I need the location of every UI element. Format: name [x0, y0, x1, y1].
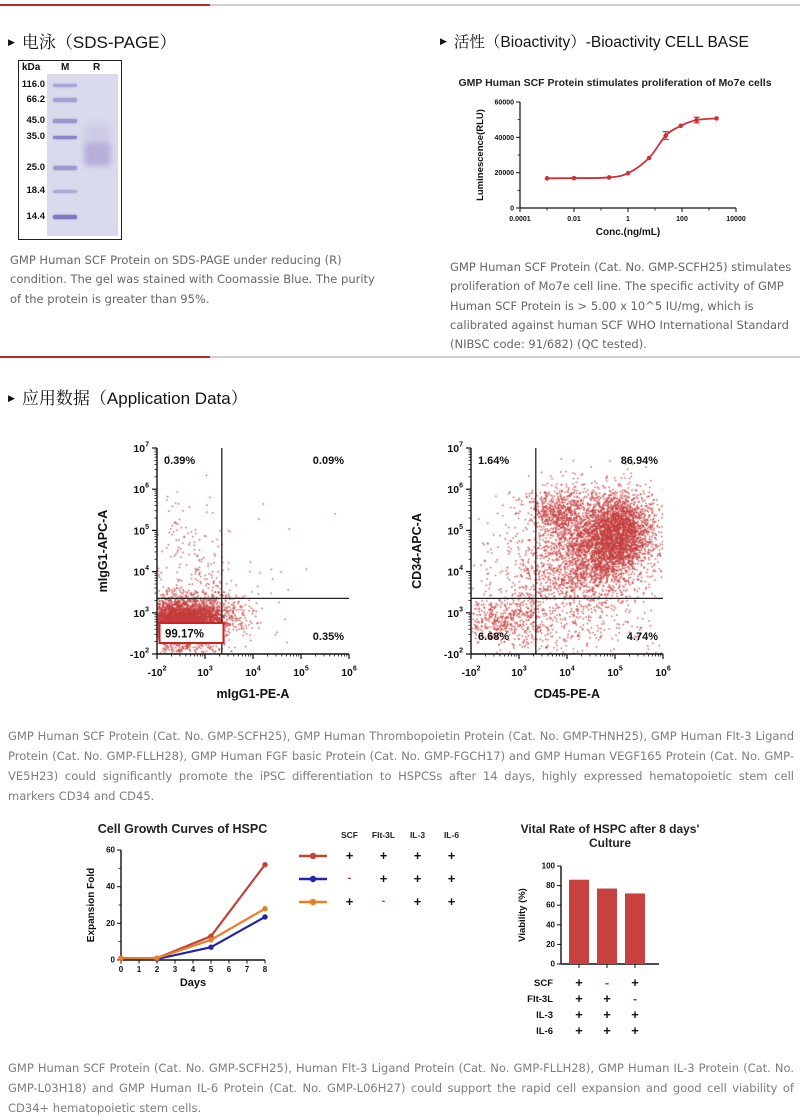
svg-text:10000: 10000: [726, 216, 746, 223]
svg-text:0.0001: 0.0001: [509, 216, 531, 223]
svg-text:60: 60: [545, 900, 555, 910]
svg-text:Expansion Fold: Expansion Fold: [85, 867, 97, 943]
svg-text:IL-6: IL-6: [535, 1026, 553, 1037]
svg-text:103: $10^3$: [447, 606, 463, 620]
svg-text:-: -: [604, 975, 609, 990]
svg-text:80: 80: [545, 881, 555, 891]
svg-text:IL-3: IL-3: [535, 1010, 553, 1021]
viability-chart-title: Vital Rate of HSPC after 8 days' Culture: [520, 822, 700, 850]
svg-text:20000: 20000: [494, 170, 514, 178]
svg-text:7: 7: [244, 965, 249, 974]
svg-text:+: +: [602, 991, 611, 1006]
bottom-charts-row: [0, 822, 800, 1049]
bioactivity-section-title: [440, 30, 749, 52]
svg-text:106: $10^6$: [133, 482, 149, 497]
application-data-title-text: 应用数据（Application Data）: [21, 389, 248, 408]
svg-text:4.74%: 4.74%: [626, 631, 658, 643]
section-bullet-icon: ▶: [8, 393, 15, 403]
svg-text:100: 100: [541, 861, 555, 871]
svg-text:+: +: [602, 1007, 611, 1022]
svg-text:Luminescence(RLU): Luminescence(RLU): [475, 109, 486, 201]
application-paragraph-2: GMP Human SCF Protein (Cat. No. GMP-SCFH25), Human Flt-3 Ligand Protein (Cat. No. GMP-FLLH28), GMP Human IL-3 Protein (Cat. No. GMP-L03H18) and GMP Human IL-6 Protein (Cat. No. GMP-L06H27) could support the rapid cell expansion and good cell viability of CD34+ hematopoietic stem cells.: [8, 1060, 794, 1115]
top-divider: [0, 4, 800, 6]
svg-text:20: 20: [105, 918, 115, 928]
middle-divider: [0, 356, 800, 358]
svg-text:6: 6: [226, 965, 231, 974]
svg-text:0.01: 0.01: [567, 216, 581, 223]
svg-text:1.64%: 1.64%: [478, 455, 510, 467]
svg-text:40: 40: [545, 920, 555, 930]
svg-text:+: +: [574, 991, 583, 1006]
svg-text:-102: $-10^2$: [443, 647, 463, 661]
svg-text:0: 0: [118, 965, 123, 974]
svg-text:Conc.(ng/mL): Conc.(ng/mL): [595, 227, 661, 238]
svg-text:+: +: [574, 1007, 583, 1022]
sds-page-title-text: 电泳（SDS-PAGE）: [21, 33, 177, 52]
gel-box: kDa M R 116.0 66.2 45.0 35.0 25.0 18.4 14.4: [18, 60, 122, 240]
svg-text:40: 40: [105, 882, 115, 892]
bioactivity-chart: [468, 92, 768, 244]
sds-page-caption: GMP Human SCF Protein on SDS-PAGE under reducing (R) condition. The gel was stained with Coomassie Blue. The purity of the protein is greater than 95%.: [10, 253, 375, 306]
svg-text:CD45-PE-A: CD45-PE-A: [534, 687, 600, 701]
svg-text:40000: 40000: [494, 134, 514, 142]
svg-text:106: $10^6$: [341, 665, 357, 679]
svg-text:103: $10^3$: [133, 606, 149, 620]
sds-page-gel-image: [18, 60, 122, 240]
svg-text:103: $10^3$: [197, 665, 213, 679]
svg-text:+: +: [630, 1007, 639, 1022]
flow-plot-axes: [407, 428, 707, 713]
svg-text:104: $10^4$: [245, 665, 261, 679]
svg-text:Days: Days: [179, 977, 206, 989]
svg-text:105: $10^5$: [447, 523, 463, 538]
svg-text:105: $10^5$: [133, 523, 149, 538]
flow-plot-isotype-control: [93, 428, 393, 713]
bioactivity-title-text: 活性（Bioactivity）-Bioactivity CELL BASE: [453, 34, 749, 51]
svg-text:CD34-APC-A: CD34-APC-A: [410, 513, 424, 589]
flow-cytometry-row: [0, 428, 800, 713]
svg-text:0.39%: 0.39%: [164, 455, 196, 467]
application-paragraph-1: GMP Human SCF Protein (Cat. No. GMP-SCFH25), GMP Human Thrombopoietin Protein (Cat. No. GMP-THNH25), GMP Human Flt-3 Ligand Protein (Cat. No. GMP-FLLH28), GMP Human FGF basic Protein (Cat. No. GMP-FGCH17) and GMP Human VEGF165 Protein (Cat. No. GMP-VE5H23) could significantly promote the iPSC differentiation to HSPCSs after 14 days, highly expressed hematopoietic stem cell markers CD34 and CD45.: [8, 728, 794, 803]
svg-text:0.09%: 0.09%: [312, 455, 344, 467]
growth-chart-title: Cell Growth Curves of HSPC: [97, 822, 268, 836]
svg-text:100: 100: [676, 216, 688, 223]
viability-chart-block: [503, 822, 718, 1049]
svg-text:Flt-3L: Flt-3L: [526, 994, 553, 1005]
svg-text:-102: $-10^2$: [147, 665, 167, 679]
svg-text:105: $10^5$: [607, 665, 623, 679]
application-data-section-title: [8, 384, 248, 409]
growth-legend-table: SCF Flt-3L IL-3 IL-6 + + + + - + + + + - + +: [293, 826, 469, 913]
svg-text:-102: $-10^2$: [129, 647, 149, 661]
viability-bar-chart: [503, 852, 718, 1044]
svg-text:106: $10^6$: [655, 665, 671, 679]
svg-text:60000: 60000: [494, 99, 514, 107]
svg-text:105: $10^5$: [293, 665, 309, 679]
svg-text:3: 3: [172, 965, 177, 974]
svg-text:-: -: [632, 991, 637, 1006]
svg-text:+: +: [574, 975, 583, 990]
sds-page-section-title: [8, 28, 177, 53]
svg-text:mIgG1-APC-A: mIgG1-APC-A: [96, 509, 110, 593]
growth-chart: [83, 822, 283, 1005]
bioactivity-chart-title: GMP Human SCF Protein stimulates proliferation of Mo7e cells: [458, 77, 772, 89]
svg-text:+: +: [630, 975, 639, 990]
svg-text:106: $10^6$: [447, 482, 463, 497]
svg-text:Viability (%): Viability (%): [516, 888, 528, 942]
section-bullet-icon: ▶: [440, 36, 447, 46]
svg-text:+: +: [630, 1023, 639, 1038]
svg-text:60: 60: [105, 845, 115, 855]
svg-text:1: 1: [136, 965, 141, 974]
svg-text:0.35%: 0.35%: [312, 631, 344, 643]
bioactivity-caption: GMP Human SCF Protein (Cat. No. GMP-SCFH25) stimulates proliferation of Mo7e cell line. The specific activity of GMP Human SCF Protein is > 5.00 x 10^5 IU/mg, which is calibrated against human SCF WHO International Standard (NIBSC code: 91/682) (QC tested).: [450, 260, 792, 352]
svg-text:4: 4: [190, 965, 195, 974]
growth-chart-block: [83, 822, 469, 1005]
svg-text:107: $10^7$: [133, 441, 149, 455]
svg-text:-102: $-10^2$: [461, 665, 481, 679]
svg-text:103: $10^3$: [511, 665, 527, 679]
svg-text:0: 0: [110, 955, 115, 965]
svg-text:+: +: [574, 1023, 583, 1038]
svg-text:+: +: [602, 1023, 611, 1038]
svg-text:SCF: SCF: [533, 978, 553, 989]
section-bullet-icon: ▶: [8, 37, 15, 47]
flow-plot-axes: [93, 428, 393, 713]
flow-plot-cd34-cd45: [407, 428, 707, 713]
svg-text:104: $10^4$: [559, 665, 575, 679]
svg-text:0: 0: [550, 959, 555, 969]
svg-text:0: 0: [510, 205, 514, 213]
svg-text:86.94%: 86.94%: [620, 455, 658, 467]
svg-text:1: 1: [626, 216, 630, 223]
svg-text:107: $10^7$: [447, 441, 463, 455]
svg-text:5: 5: [208, 965, 213, 974]
svg-text:104: $10^4$: [447, 565, 463, 579]
svg-text:104: $10^4$: [133, 565, 149, 579]
svg-text:mIgG1-PE-A: mIgG1-PE-A: [216, 687, 290, 701]
svg-text:6.68%: 6.68%: [478, 631, 510, 643]
svg-text:99.17%: 99.17%: [165, 628, 205, 641]
svg-text:2: 2: [154, 965, 159, 974]
growth-chart-plot: [83, 838, 283, 1000]
svg-text:20: 20: [545, 939, 555, 949]
svg-text:8: 8: [262, 965, 267, 974]
